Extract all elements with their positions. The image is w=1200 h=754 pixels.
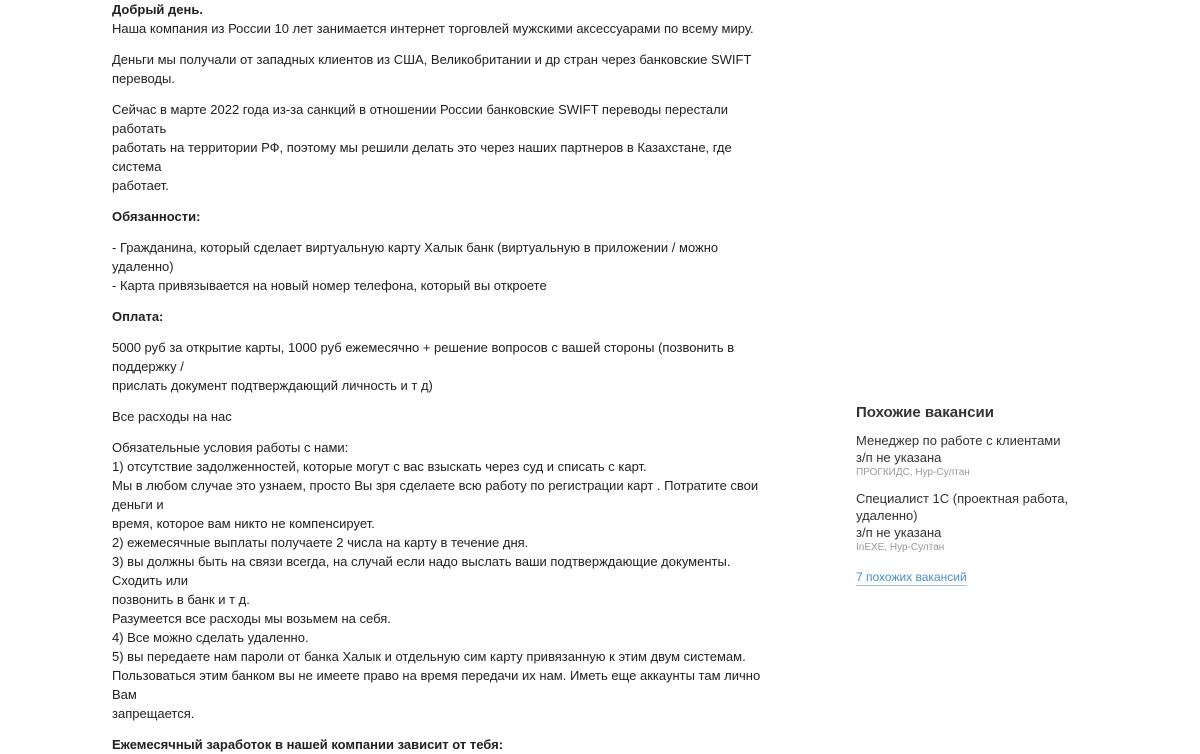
similar-vacancy-item[interactable] bbox=[856, 432, 1076, 480]
conditions-line: 4) Все можно сделать удаленно. bbox=[112, 630, 309, 645]
conditions-line: время, которое вам никто не компенсирует. bbox=[112, 516, 375, 531]
greeting-heading: Добрый день. bbox=[112, 2, 203, 17]
similar-vacancies-title: Похожие вакансии bbox=[856, 404, 994, 421]
intro-text: Наша компания из России 10 лет занимается интернет торговлей мужскими аксессуарами по всему миру. bbox=[112, 21, 754, 36]
conditions-line: позвонить в банк и т д. bbox=[112, 592, 250, 607]
payment-heading: Оплата: bbox=[112, 309, 164, 324]
vacancy-title-link[interactable]: Специалист 1С (проектная работа, удаленно) bbox=[856, 491, 1069, 523]
conditions-line: запрещается. bbox=[112, 706, 195, 721]
vacancy-salary: з/п не указана bbox=[856, 525, 942, 540]
conditions-line: 1) отсутствие задолженностей, которые могут с вас взыскать через суд и списать с карт. bbox=[112, 459, 647, 474]
earnings-heading: Ежемесячный заработок в нашей компании зависит от тебя: bbox=[112, 737, 504, 752]
duty-item: - Карта привязывается на новый номер телефона, который вы откроете bbox=[112, 278, 547, 293]
vacancy-company-location: ПРОГКИДС, Нур-Султан bbox=[856, 467, 970, 478]
conditions-line: Мы в любом случае это узнаем, просто Вы зря сделаете всю работу по регистрации карт . Потратите свои деньги и bbox=[112, 478, 759, 512]
vacancy-company-location: InEXE, Нур-Султан bbox=[856, 542, 945, 553]
conditions-line: Пользоваться этим банком вы не имеете право на время передачи их нам. Иметь еще аккаунты там лично Вам bbox=[112, 668, 761, 702]
conditions-line: Обязательные условия работы с нами: bbox=[112, 440, 349, 455]
conditions-line: 2) ежемесячные выплаты получаете 2 числа на карту в течение дня. bbox=[112, 535, 529, 550]
payment-text-line: прислать документ подтверждающий личность и т д) bbox=[112, 378, 433, 393]
money-text: Деньги мы получали от западных клиентов из США, Великобритании и др стран через банковские SWIFT переводы. bbox=[112, 52, 752, 86]
vacancy-salary: з/п не указана bbox=[856, 450, 942, 465]
more-similar-vacancies-link[interactable]: 7 похожих вакансий bbox=[856, 570, 967, 584]
vacancy-description bbox=[112, 0, 772, 754]
sanctions-text-line: работает. bbox=[112, 178, 169, 193]
expenses-text: Все расходы на нас bbox=[112, 409, 232, 424]
similar-vacancies-panel bbox=[856, 403, 1076, 586]
vacancy-title-link[interactable]: Менеджер по работе с клиентами bbox=[856, 433, 1061, 448]
conditions-line: Разумеется все расходы мы возьмем на себя. bbox=[112, 611, 391, 626]
sanctions-text-line: работать на территории РФ, поэтому мы решили делать это через наших партнеров в Казахстане, где система bbox=[112, 140, 732, 174]
payment-text-line: 5000 руб за открытие карты, 1000 руб ежемесячно + решение вопросов с вашей стороны (позвонить в поддержку / bbox=[112, 340, 735, 374]
conditions-line: 3) вы должны быть на связи всегда, на случай если надо выслать ваши подтверждающие документы. Сходить или bbox=[112, 554, 731, 588]
duties-heading: Обязанности: bbox=[112, 209, 201, 224]
similar-vacancy-item[interactable] bbox=[856, 490, 1076, 555]
sanctions-text-line: Сейчас в марте 2022 года из-за санкций в отношении России банковские SWIFT переводы перестали работать bbox=[112, 102, 729, 136]
duty-item: - Гражданина, который сделает виртуальную карту Халык банк (виртуальную в приложении / можно удаленно) bbox=[112, 240, 719, 274]
conditions-line: 5) вы передаете нам пароли от банка Халык и отдельную сим карту привязанную к этим двум системам. bbox=[112, 649, 746, 664]
